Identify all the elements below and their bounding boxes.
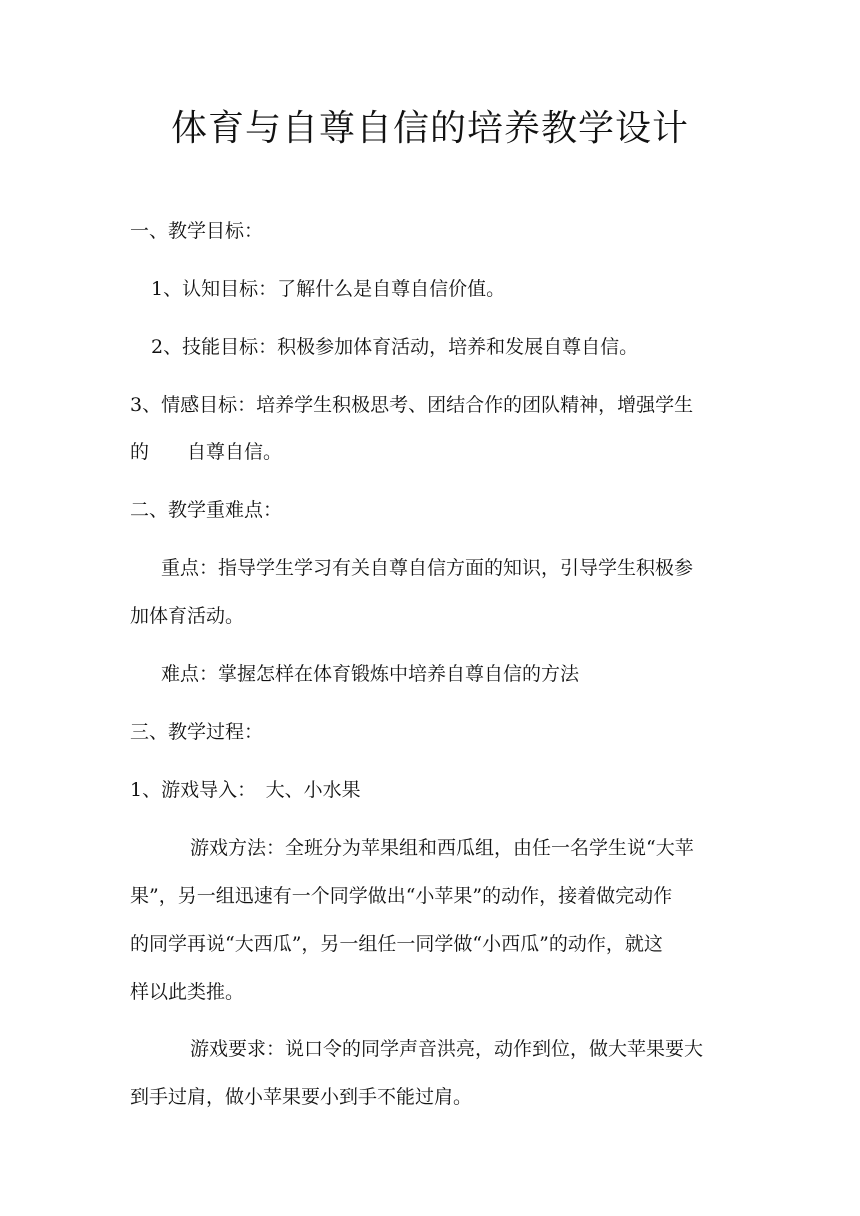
section-heading-process: 三、教学过程： bbox=[130, 721, 264, 743]
section-heading-key-points: 二、教学重难点： bbox=[130, 499, 283, 521]
objective-emotional-line-2: 的 自尊自信。 bbox=[130, 441, 283, 463]
game-requirement-line-1: 游戏要求：说口令的同学声音洪亮，动作到位，做大苹果要大 bbox=[190, 1038, 704, 1060]
game-method-line-3: 的同学再说“大西瓜”，另一组任一同学做“小西瓜”的动作，就这 bbox=[130, 933, 663, 955]
game-method-line-1: 游戏方法：全班分为苹果组和西瓜组，由任一名学生说“大苹 bbox=[190, 837, 694, 859]
key-point-line-1: 重点：指导学生学习有关自尊自信方面的知识，引导学生积极参 bbox=[161, 557, 694, 579]
game-method-line-4: 样以此类推。 bbox=[130, 981, 245, 1003]
game-intro: 1、游戏导入： 大、小水果 bbox=[130, 779, 361, 801]
section-heading-objectives: 一、教学目标： bbox=[130, 220, 264, 242]
objective-skill: 2、技能目标：积极参加体育活动，培养和发展自尊自信。 bbox=[151, 336, 639, 358]
objective-cognitive: 1、认知目标：了解什么是自尊自信价值。 bbox=[151, 278, 506, 300]
game-requirement-line-2: 到手过肩，做小苹果要小到手不能过肩。 bbox=[130, 1086, 473, 1108]
difficult-point: 难点：掌握怎样在体育锻炼中培养自尊自信的方法 bbox=[161, 663, 580, 685]
objective-emotional-line-1: 3、情感目标：培养学生积极思考、团结合作的团队精神，增强学生 bbox=[130, 394, 694, 416]
game-method-line-2: 果”，另一组迅速有一个同学做出“小苹果”的动作，接着做完动作 bbox=[130, 885, 673, 907]
key-point-line-2: 加体育活动。 bbox=[130, 605, 245, 627]
document-title: 体育与自尊自信的培养教学设计 bbox=[170, 108, 689, 149]
